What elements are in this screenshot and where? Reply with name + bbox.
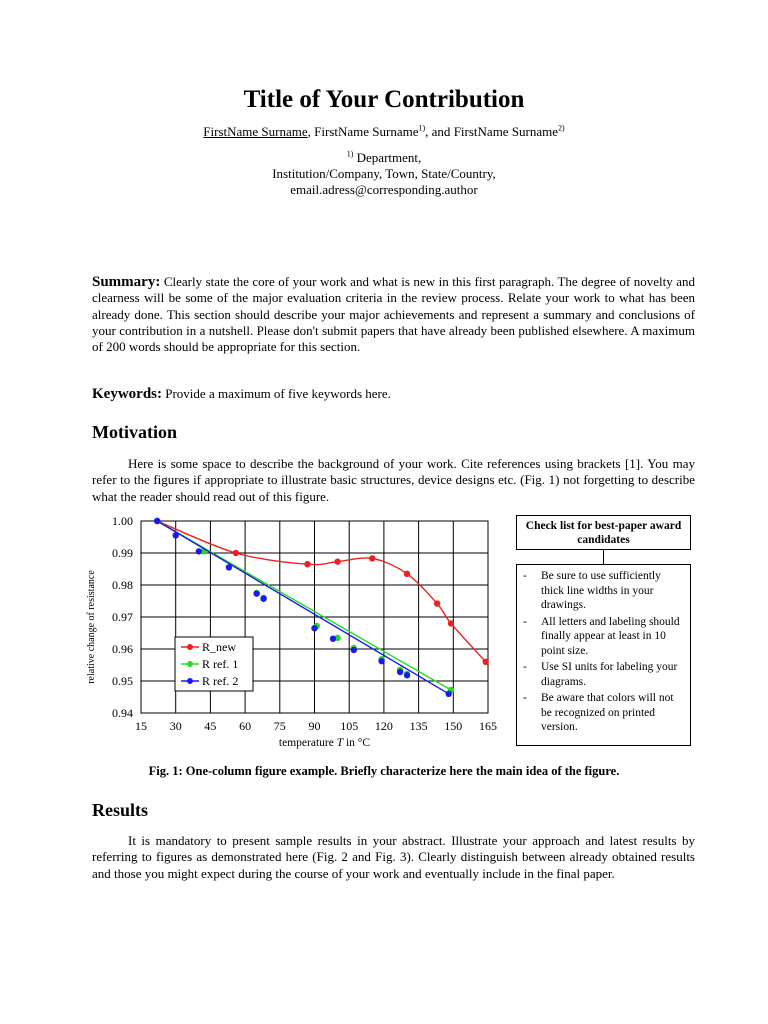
x-tick-label: 150 [444, 719, 463, 733]
legend-marker [187, 678, 193, 684]
author-3-affiliation: 2) [558, 123, 565, 133]
affiliation-email: email.adress@corresponding.author [290, 182, 478, 197]
results-text: It is mandatory to present sample results in your abstract. Illustrate your approach and latest results by referring to figures as demonstrated here (Fig. 2 and Fig. 3). Clearly distinguish between already obtained results and those you might expect during the course of your work and eventually include in the final paper. [92, 833, 695, 881]
y-axis-label: relative change of resistance [86, 570, 97, 684]
figure-1-chart [80, 510, 500, 755]
data-point [378, 658, 384, 664]
data-point [330, 636, 336, 642]
data-point [369, 555, 375, 561]
summary-label: Summary: [92, 274, 161, 290]
department-text: Department, [353, 150, 422, 165]
checklist-connector [603, 550, 604, 564]
legend-marker [187, 661, 193, 667]
author-separator: , [307, 124, 315, 139]
data-point [404, 672, 410, 678]
legend-marker [187, 644, 193, 650]
x-tick-label: 135 [409, 719, 428, 733]
affiliation [0, 150, 768, 198]
y-tick-label: 1.00 [112, 514, 133, 528]
data-point [196, 548, 202, 554]
x-tick-label: 45 [204, 719, 217, 733]
data-point [482, 659, 488, 665]
keywords-text: Provide a maximum of five keywords here. [162, 386, 391, 401]
legend-label: R ref. 2 [202, 674, 239, 688]
x-tick-label: 120 [374, 719, 393, 733]
affiliation-marker: 1) [346, 149, 354, 159]
author-list [0, 124, 768, 140]
keywords-paragraph [92, 386, 695, 402]
x-tick-label: 60 [239, 719, 252, 733]
x-tick-label: 15 [135, 719, 147, 733]
x-tick-label: 165 [479, 719, 497, 733]
data-point [448, 620, 454, 626]
author-3: FirstName Surname [453, 124, 559, 139]
affiliation-institution: Institution/Company, Town, State/Country, [272, 166, 496, 181]
author-separator: , and [425, 124, 454, 139]
data-point [226, 564, 232, 570]
author-2-affiliation: 1) [418, 123, 426, 133]
data-point [304, 561, 310, 567]
x-tick-label: 30 [169, 719, 182, 733]
data-point [445, 691, 451, 697]
data-point [397, 669, 403, 675]
x-tick-label: 105 [340, 719, 359, 733]
data-point [173, 532, 179, 538]
x-tick-label: 90 [308, 719, 321, 733]
author-2: FirstName Surname [314, 124, 419, 139]
results-heading: Results [92, 800, 149, 820]
keywords-label: Keywords: [92, 386, 162, 402]
summary-text: Clearly state the core of your work and what is new in this first paragraph. The degree of novelty and clearness will be some of the major evaluation criteria in the review process. Relate your work to what has been already done. This section should describe your major achievements and represent a summary and conclusions of your contribution in a nutshell. Please don't submit papers that have already been published elsewhere. A maximum of 200 words should be appropriate for this section. [92, 274, 695, 355]
checklist-item: - Be aware that colors will not be recognized on printed version. [523, 691, 682, 735]
data-point [260, 596, 266, 602]
y-tick-label: 0.95 [112, 674, 133, 688]
y-tick-label: 0.97 [112, 610, 133, 624]
chart-axes [86, 514, 497, 749]
data-point [154, 518, 160, 524]
data-point [233, 550, 239, 556]
checklist-item: - Be sure to use sufficiently thick line widths in your drawings. [523, 569, 682, 613]
data-point [311, 625, 317, 631]
y-tick-label: 0.94 [112, 706, 133, 720]
legend-label: R_new [202, 640, 236, 654]
motivation-text: Here is some space to describe the background of your work. Cite references using brackets [1]. You may refer to the figures if appropriate to illustrate basic structures, device designs etc. (Fig. 1) not forgetting to describe what the reader should read out of this figure. [92, 456, 695, 504]
checklist-item: - All letters and labeling should finally appear at least in 10 point size. [523, 615, 682, 659]
data-point [253, 590, 259, 596]
data-point [351, 647, 357, 653]
paper-title: Title of Your Contribution [243, 86, 525, 113]
data-point [404, 571, 410, 577]
data-point [334, 558, 340, 564]
x-axis-label: temperature T in °C [278, 737, 371, 749]
x-tick-label: 75 [273, 719, 286, 733]
data-point [434, 600, 440, 606]
checklist-title: Check list for best-paper award candidates [516, 515, 691, 550]
figure-caption: Fig. 1: One-column figure example. Briefly characterize here the main idea of the figure. [148, 764, 620, 778]
checklist-item: - Use SI units for labeling your diagrams. [523, 660, 682, 689]
affiliation-department [0, 150, 768, 166]
checklist-box [516, 564, 691, 746]
legend-label: R ref. 1 [202, 657, 239, 671]
summary-paragraph [92, 274, 695, 355]
checklist-items [523, 569, 682, 735]
chart-legend [175, 637, 253, 691]
author-1: FirstName Surname [203, 124, 308, 139]
y-tick-label: 0.96 [112, 642, 133, 656]
y-tick-label: 0.99 [112, 546, 133, 560]
y-tick-label: 0.98 [112, 578, 133, 592]
motivation-heading: Motivation [92, 422, 177, 442]
